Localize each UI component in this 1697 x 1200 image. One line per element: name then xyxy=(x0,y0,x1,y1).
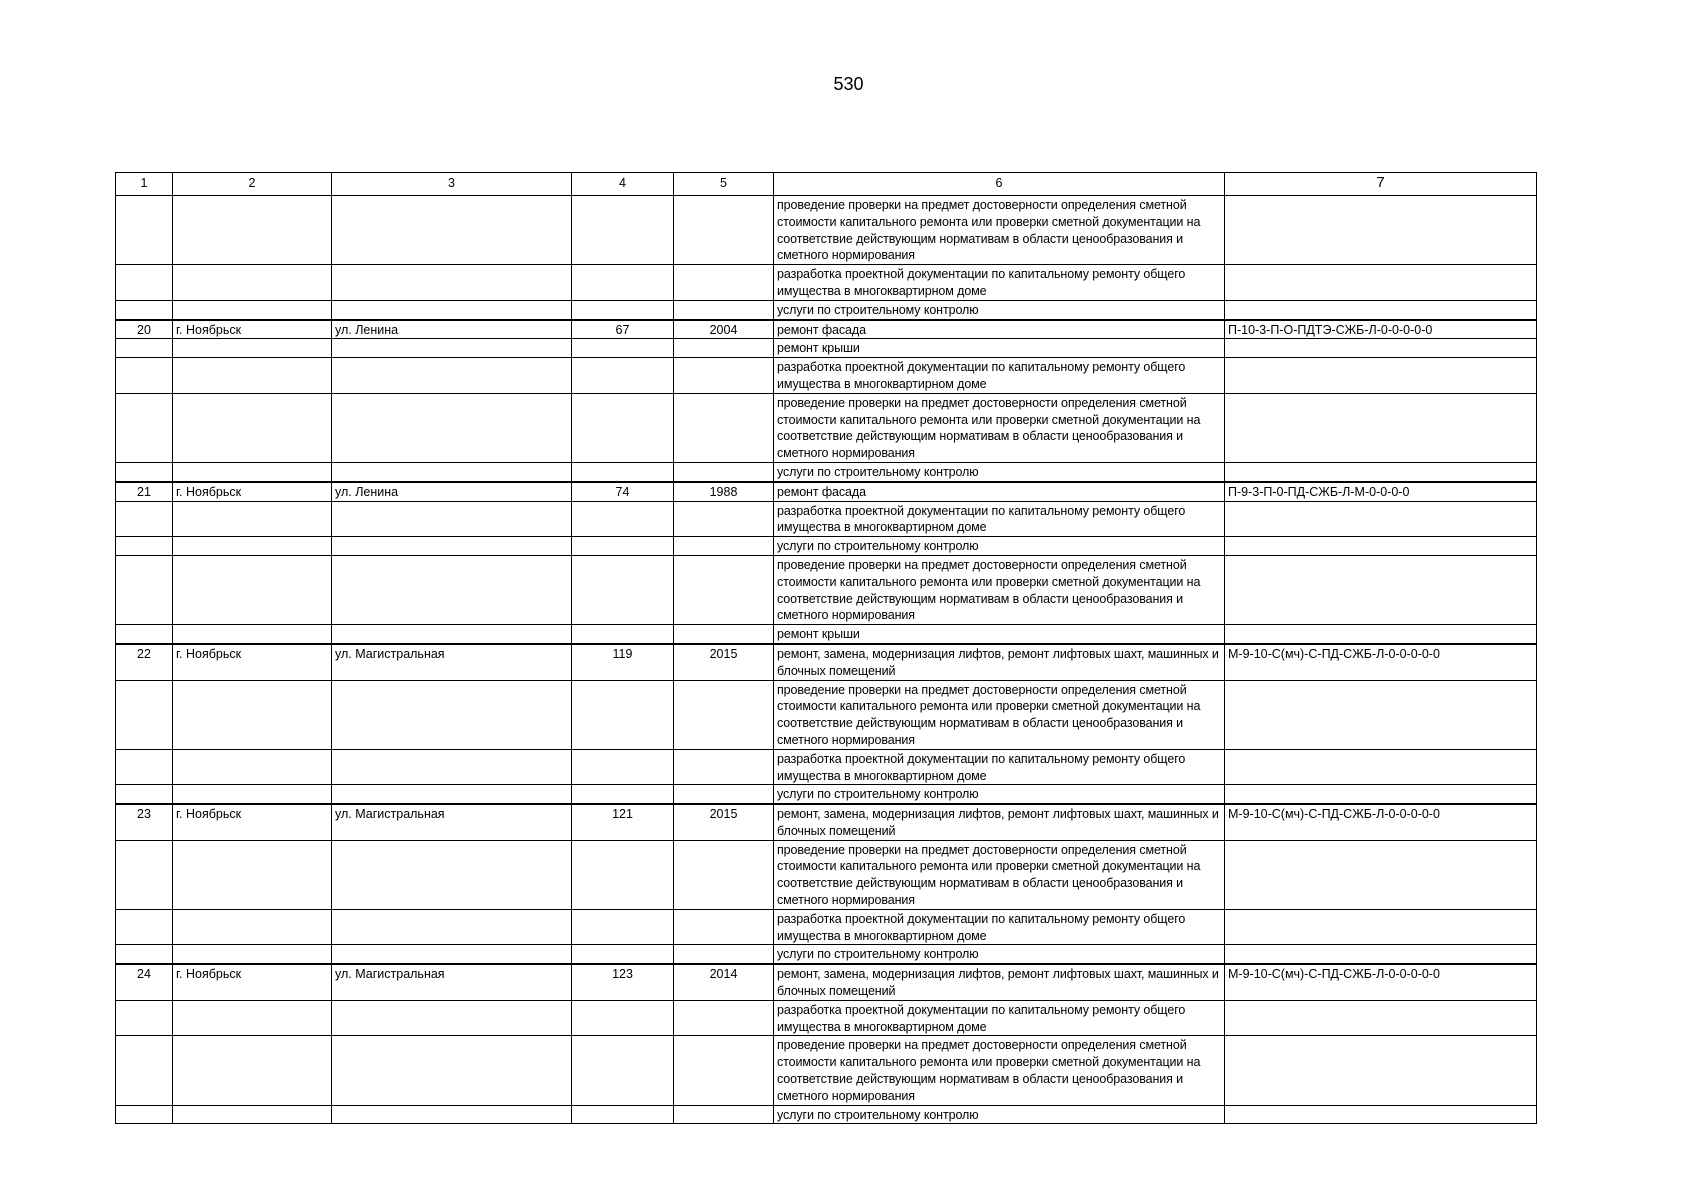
house-number-cell xyxy=(572,393,674,462)
row-number-cell: 22 xyxy=(116,644,173,680)
city-cell xyxy=(173,680,332,749)
work-type-cell: разработка проектной документации по капитальному ремонту общего имущества в многоквартирном доме xyxy=(774,1000,1225,1036)
work-type-cell: проведение проверки на предмет достоверности определения сметной стоимости капитального ремонта или проверки сметной документации на соответствие действующим нормативам в области ценообразования и сметного нормирования xyxy=(774,680,1225,749)
building-code-cell xyxy=(1225,339,1537,358)
row-number-cell xyxy=(116,501,173,537)
row-number-cell xyxy=(116,196,173,265)
header-col-3: 3 xyxy=(332,173,572,196)
table-row xyxy=(116,1105,1537,1124)
building-code-cell xyxy=(1225,555,1537,624)
street-cell xyxy=(332,1105,572,1124)
city-cell xyxy=(173,1000,332,1036)
table-row xyxy=(116,462,1537,481)
street-cell xyxy=(332,680,572,749)
street-cell xyxy=(332,300,572,319)
building-code-cell xyxy=(1225,537,1537,556)
table-row xyxy=(116,945,1537,964)
year-cell xyxy=(674,909,774,945)
building-code-cell xyxy=(1225,625,1537,644)
header-col-5: 5 xyxy=(674,173,774,196)
work-type-cell: проведение проверки на предмет достоверности определения сметной стоимости капитального ремонта или проверки сметной документации на соответствие действующим нормативам в области ценообразования и сметного нормирования xyxy=(774,840,1225,909)
street-cell xyxy=(332,909,572,945)
table-row xyxy=(116,1036,1537,1105)
row-number-cell xyxy=(116,785,173,804)
house-number-cell xyxy=(572,680,674,749)
row-number-cell xyxy=(116,1036,173,1105)
table-row xyxy=(116,680,1537,749)
city-cell xyxy=(173,945,332,964)
street-cell xyxy=(332,358,572,394)
work-type-cell: ремонт фасада xyxy=(774,320,1225,339)
row-number-cell xyxy=(116,555,173,624)
building-code-cell xyxy=(1225,680,1537,749)
work-type-cell: ремонт, замена, модернизация лифтов, ремонт лифтовых шахт, машинных и блочных помещений xyxy=(774,964,1225,1000)
building-code-cell xyxy=(1225,358,1537,394)
house-number-cell: 123 xyxy=(572,964,674,1000)
city-cell xyxy=(173,393,332,462)
street-cell: ул. Ленина xyxy=(332,320,572,339)
column-number-header-row xyxy=(116,173,1537,196)
house-number-cell xyxy=(572,537,674,556)
table-row xyxy=(116,393,1537,462)
work-type-cell: ремонт крыши xyxy=(774,625,1225,644)
street-cell xyxy=(332,265,572,301)
row-number-cell xyxy=(116,265,173,301)
street-cell xyxy=(332,1036,572,1105)
table-row xyxy=(116,644,1537,680)
street-cell xyxy=(332,625,572,644)
city-cell: г. Ноябрьск xyxy=(173,320,332,339)
header-col-1: 1 xyxy=(116,173,173,196)
building-code-cell xyxy=(1225,1000,1537,1036)
row-number-cell xyxy=(116,537,173,556)
work-type-cell: услуги по строительному контролю xyxy=(774,462,1225,481)
building-code-cell xyxy=(1225,1036,1537,1105)
house-number-cell xyxy=(572,909,674,945)
house-number-cell xyxy=(572,1036,674,1105)
street-cell xyxy=(332,339,572,358)
city-cell xyxy=(173,537,332,556)
city-cell: г. Ноябрьск xyxy=(173,804,332,840)
work-type-cell: услуги по строительному контролю xyxy=(774,537,1225,556)
work-type-cell: ремонт крыши xyxy=(774,339,1225,358)
row-number-cell xyxy=(116,909,173,945)
row-number-cell: 24 xyxy=(116,964,173,1000)
building-code-cell: П-10-3-П-О-ПДТЭ-СЖБ-Л-0-0-0-0-0 xyxy=(1225,320,1537,339)
table-row xyxy=(116,300,1537,319)
table-row xyxy=(116,339,1537,358)
city-cell xyxy=(173,501,332,537)
building-code-cell xyxy=(1225,462,1537,481)
work-type-cell: ремонт, замена, модернизация лифтов, ремонт лифтовых шахт, машинных и блочных помещений xyxy=(774,644,1225,680)
street-cell: ул. Ленина xyxy=(332,482,572,501)
year-cell: 2015 xyxy=(674,644,774,680)
year-cell: 1988 xyxy=(674,482,774,501)
table-row xyxy=(116,482,1537,501)
year-cell: 2014 xyxy=(674,964,774,1000)
year-cell xyxy=(674,680,774,749)
street-cell: ул. Магистральная xyxy=(332,964,572,1000)
house-number-cell xyxy=(572,358,674,394)
year-cell xyxy=(674,393,774,462)
table-row xyxy=(116,625,1537,644)
table-row xyxy=(116,840,1537,909)
building-code-cell xyxy=(1225,749,1537,785)
street-cell xyxy=(332,840,572,909)
house-number-cell xyxy=(572,1000,674,1036)
table-row xyxy=(116,501,1537,537)
year-cell xyxy=(674,785,774,804)
city-cell xyxy=(173,265,332,301)
table-row xyxy=(116,804,1537,840)
row-number-cell xyxy=(116,358,173,394)
street-cell xyxy=(332,785,572,804)
year-cell xyxy=(674,358,774,394)
year-cell xyxy=(674,945,774,964)
house-number-cell xyxy=(572,501,674,537)
building-code-cell xyxy=(1225,196,1537,265)
building-code-cell xyxy=(1225,501,1537,537)
building-code-cell xyxy=(1225,265,1537,301)
street-cell xyxy=(332,1000,572,1036)
table-row xyxy=(116,785,1537,804)
row-number-cell xyxy=(116,840,173,909)
city-cell xyxy=(173,625,332,644)
city-cell xyxy=(173,339,332,358)
year-cell xyxy=(674,1000,774,1036)
year-cell xyxy=(674,1105,774,1124)
city-cell xyxy=(173,462,332,481)
table-row xyxy=(116,196,1537,265)
table-row xyxy=(116,320,1537,339)
street-cell xyxy=(332,393,572,462)
row-number-cell xyxy=(116,1000,173,1036)
house-number-cell xyxy=(572,339,674,358)
work-type-cell: разработка проектной документации по капитальному ремонту общего имущества в многоквартирном доме xyxy=(774,358,1225,394)
street-cell: ул. Магистральная xyxy=(332,804,572,840)
work-type-cell: проведение проверки на предмет достоверности определения сметной стоимости капитального ремонта или проверки сметной документации на соответствие действующим нормативам в области ценообразования и сметного нормирования xyxy=(774,393,1225,462)
table-row xyxy=(116,537,1537,556)
header-col-2: 2 xyxy=(173,173,332,196)
house-number-cell xyxy=(572,300,674,319)
street-cell xyxy=(332,462,572,481)
year-cell xyxy=(674,501,774,537)
street-cell xyxy=(332,945,572,964)
year-cell xyxy=(674,196,774,265)
work-type-cell: разработка проектной документации по капитальному ремонту общего имущества в многоквартирном доме xyxy=(774,909,1225,945)
year-cell xyxy=(674,462,774,481)
table-row xyxy=(116,555,1537,624)
year-cell xyxy=(674,749,774,785)
year-cell: 2015 xyxy=(674,804,774,840)
building-code-cell xyxy=(1225,300,1537,319)
year-cell xyxy=(674,537,774,556)
house-number-cell: 67 xyxy=(572,320,674,339)
year-cell xyxy=(674,265,774,301)
row-number-cell xyxy=(116,462,173,481)
street-cell xyxy=(332,196,572,265)
row-number-cell: 20 xyxy=(116,320,173,339)
header-col-4: 4 xyxy=(572,173,674,196)
year-cell xyxy=(674,1036,774,1105)
header-col-6: 6 xyxy=(774,173,1225,196)
row-number-cell: 21 xyxy=(116,482,173,501)
work-type-cell: разработка проектной документации по капитальному ремонту общего имущества в многоквартирном доме xyxy=(774,749,1225,785)
building-code-cell: М-9-10-С(мч)-С-ПД-СЖБ-Л-0-0-0-0-0 xyxy=(1225,644,1537,680)
building-code-cell xyxy=(1225,1105,1537,1124)
work-type-cell: услуги по строительному контролю xyxy=(774,945,1225,964)
street-cell xyxy=(332,537,572,556)
repair-schedule-table xyxy=(115,172,1537,1124)
city-cell xyxy=(173,840,332,909)
city-cell xyxy=(173,749,332,785)
building-code-cell: М-9-10-С(мч)-С-ПД-СЖБ-Л-0-0-0-0-0 xyxy=(1225,964,1537,1000)
work-type-cell: услуги по строительному контролю xyxy=(774,785,1225,804)
year-cell xyxy=(674,625,774,644)
page-number: 530 xyxy=(833,74,864,94)
row-number-cell xyxy=(116,749,173,785)
work-type-cell: услуги по строительному контролю xyxy=(774,300,1225,319)
table-row xyxy=(116,265,1537,301)
year-cell xyxy=(674,555,774,624)
work-type-cell: разработка проектной документации по капитальному ремонту общего имущества в многоквартирном доме xyxy=(774,265,1225,301)
building-code-cell: П-9-3-П-0-ПД-СЖБ-Л-М-0-0-0-0 xyxy=(1225,482,1537,501)
house-number-cell xyxy=(572,1105,674,1124)
building-code-cell xyxy=(1225,840,1537,909)
building-code-cell xyxy=(1225,785,1537,804)
house-number-cell: 121 xyxy=(572,804,674,840)
building-code-cell xyxy=(1225,909,1537,945)
row-number-cell: 23 xyxy=(116,804,173,840)
city-cell: г. Ноябрьск xyxy=(173,964,332,1000)
year-cell xyxy=(674,840,774,909)
house-number-cell xyxy=(572,945,674,964)
building-code-cell xyxy=(1225,945,1537,964)
work-type-cell: ремонт, замена, модернизация лифтов, ремонт лифтовых шахт, машинных и блочных помещений xyxy=(774,804,1225,840)
house-number-cell xyxy=(572,196,674,265)
city-cell: г. Ноябрьск xyxy=(173,644,332,680)
city-cell xyxy=(173,1036,332,1105)
table-row xyxy=(116,964,1537,1000)
work-type-cell: услуги по строительному контролю xyxy=(774,1105,1225,1124)
row-number-cell xyxy=(116,945,173,964)
table-row xyxy=(116,1000,1537,1036)
house-number-cell xyxy=(572,749,674,785)
city-cell xyxy=(173,555,332,624)
house-number-cell xyxy=(572,462,674,481)
house-number-cell xyxy=(572,555,674,624)
work-type-cell: проведение проверки на предмет достоверности определения сметной стоимости капитального ремонта или проверки сметной документации на соответствие действующим нормативам в области ценообразования и сметного нормирования xyxy=(774,196,1225,265)
house-number-cell: 119 xyxy=(572,644,674,680)
house-number-cell xyxy=(572,840,674,909)
street-cell xyxy=(332,555,572,624)
row-number-cell xyxy=(116,300,173,319)
city-cell xyxy=(173,909,332,945)
street-cell xyxy=(332,749,572,785)
house-number-cell xyxy=(572,265,674,301)
row-number-cell xyxy=(116,625,173,644)
work-type-cell: ремонт фасада xyxy=(774,482,1225,501)
city-cell: г. Ноябрьск xyxy=(173,482,332,501)
building-code-cell: М-9-10-С(мч)-С-ПД-СЖБ-Л-0-0-0-0-0 xyxy=(1225,804,1537,840)
year-cell xyxy=(674,300,774,319)
city-cell xyxy=(173,358,332,394)
street-cell xyxy=(332,501,572,537)
work-type-cell: проведение проверки на предмет достоверности определения сметной стоимости капитального ремонта или проверки сметной документации на соответствие действующим нормативам в области ценообразования и сметного нормирования xyxy=(774,1036,1225,1105)
house-number-cell xyxy=(572,625,674,644)
work-type-cell: разработка проектной документации по капитальному ремонту общего имущества в многоквартирном доме xyxy=(774,501,1225,537)
header-col-7: 7 xyxy=(1225,173,1537,196)
street-cell: ул. Магистральная xyxy=(332,644,572,680)
city-cell xyxy=(173,196,332,265)
work-type-cell: проведение проверки на предмет достоверности определения сметной стоимости капитального ремонта или проверки сметной документации на соответствие действующим нормативам в области ценообразования и сметного нормирования xyxy=(774,555,1225,624)
city-cell xyxy=(173,1105,332,1124)
table-row xyxy=(116,749,1537,785)
table-row xyxy=(116,358,1537,394)
row-number-cell xyxy=(116,1105,173,1124)
row-number-cell xyxy=(116,339,173,358)
year-cell: 2004 xyxy=(674,320,774,339)
house-number-cell xyxy=(572,785,674,804)
row-number-cell xyxy=(116,680,173,749)
building-code-cell xyxy=(1225,393,1537,462)
year-cell xyxy=(674,339,774,358)
row-number-cell xyxy=(116,393,173,462)
house-number-cell: 74 xyxy=(572,482,674,501)
city-cell xyxy=(173,785,332,804)
table-row xyxy=(116,909,1537,945)
city-cell xyxy=(173,300,332,319)
